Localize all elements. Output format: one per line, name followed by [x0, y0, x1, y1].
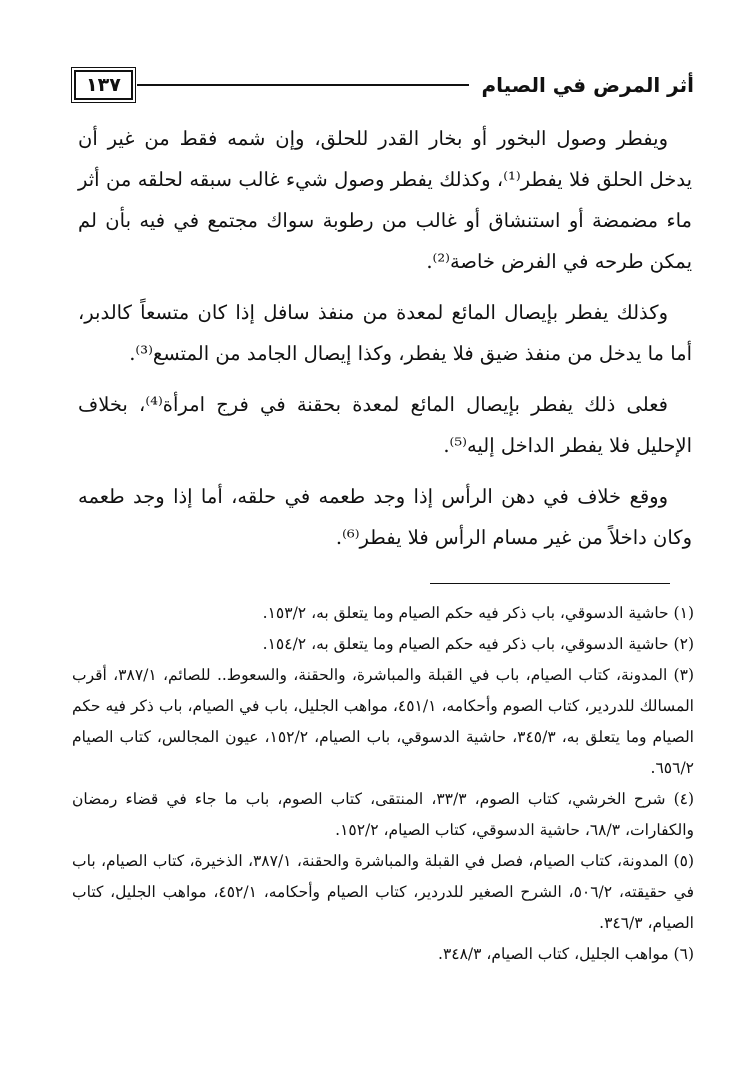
footnote-5: (٥) المدونة، كتاب الصيام، فصل في القبلة والمباشرة والحقنة، ٣٨٧/١، الذخيرة، كتاب الصيام، باب في حقيقته، ٥٠٦/٢، الشرح الصغير للدردير، كتاب الصيام وأحكامه، ٤٥٢/١، مواهب الجليل، كتاب الصيام، ٣٤٦/٣. — [72, 852, 694, 932]
footnote-3: (٣) المدونة، كتاب الصيام، باب في القبلة والمباشرة، والحقنة، والسعوط.. للصائم، ٣٨٧/١، أقرب المسالك للدردير، كتاب الصوم وأحكامه، ٤٥١/١، مواهب الجليل، باب في الصيام، باب ذكر فيه حكم الصيام وما يتعلق به، ٣٤٥/٣، حاشية الدسوقي، باب الصيام، ١٥٢/٢، عيون المجالس، كتاب الصيام ٦٥٦/٢. — [72, 666, 694, 777]
paragraph-3: فعلى ذلك يفطر بإيصال المائع لمعدة بحقنة في فرج امرأة⁽⁴⁾، بخلاف الإحليل فلا يفطر الداخل إليه⁽⁵⁾. — [78, 393, 692, 457]
footnotes — [72, 598, 694, 970]
running-header — [74, 68, 694, 102]
paragraph-4: ووقع خلاف في دهن الرأس إذا وجد طعمه في حلقه، أما إذا وجد طعمه وكان داخلاً من غير مسام الرأس فلا يفطر⁽⁶⁾. — [78, 485, 692, 549]
running-title: أثر المرض في الصيام — [481, 73, 694, 97]
paragraph-2: وكذلك يفطر بإيصال المائع لمعدة من منفذ سافل إذا كان متسعاً كالدبر، أما ما يدخل من منفذ ضيق فلا يفطر، وكذا إيصال الجامد من المتسع⁽³⁾. — [78, 301, 692, 365]
paragraph-1: ويفطر وصول البخور أو بخار القدر للحلق، وإن شمه فقط من غير أن يدخل الحلق فلا يفطر⁽¹⁾، وكذلك يفطر وصول شيء غالب سبقه لحلقه من أثر ماء مضمضة أو استنشاق أو غالب من رطوبة سواك مجتمع في فيه بأن لم يمكن طرحه في الفرض خاصة⁽²⁾. — [78, 127, 692, 273]
header-rule — [137, 84, 470, 86]
footnote-6: (٦) مواهب الجليل، كتاب الصيام، ٣٤٨/٣. — [438, 945, 694, 963]
page-number: ١٣٧ — [74, 70, 133, 100]
main-text — [78, 118, 692, 568]
footnote-2: (٢) حاشية الدسوقي، باب ذكر فيه حكم الصيام وما يتعلق به، ١٥٤/٢. — [262, 635, 694, 653]
footnote-1: (١) حاشية الدسوقي، باب ذكر فيه حكم الصيام وما يتعلق به، ١٥٣/٢. — [262, 604, 694, 622]
footnote-separator — [430, 583, 670, 584]
footnote-4: (٤) شرح الخرشي، كتاب الصوم، ٣٣/٣، المنتقى، كتاب الصوم، باب ما جاء في قضاء رمضان والكفارات، ٦٨/٣، حاشية الدسوقي، كتاب الصيام، ١٥٢/٢. — [72, 790, 695, 839]
